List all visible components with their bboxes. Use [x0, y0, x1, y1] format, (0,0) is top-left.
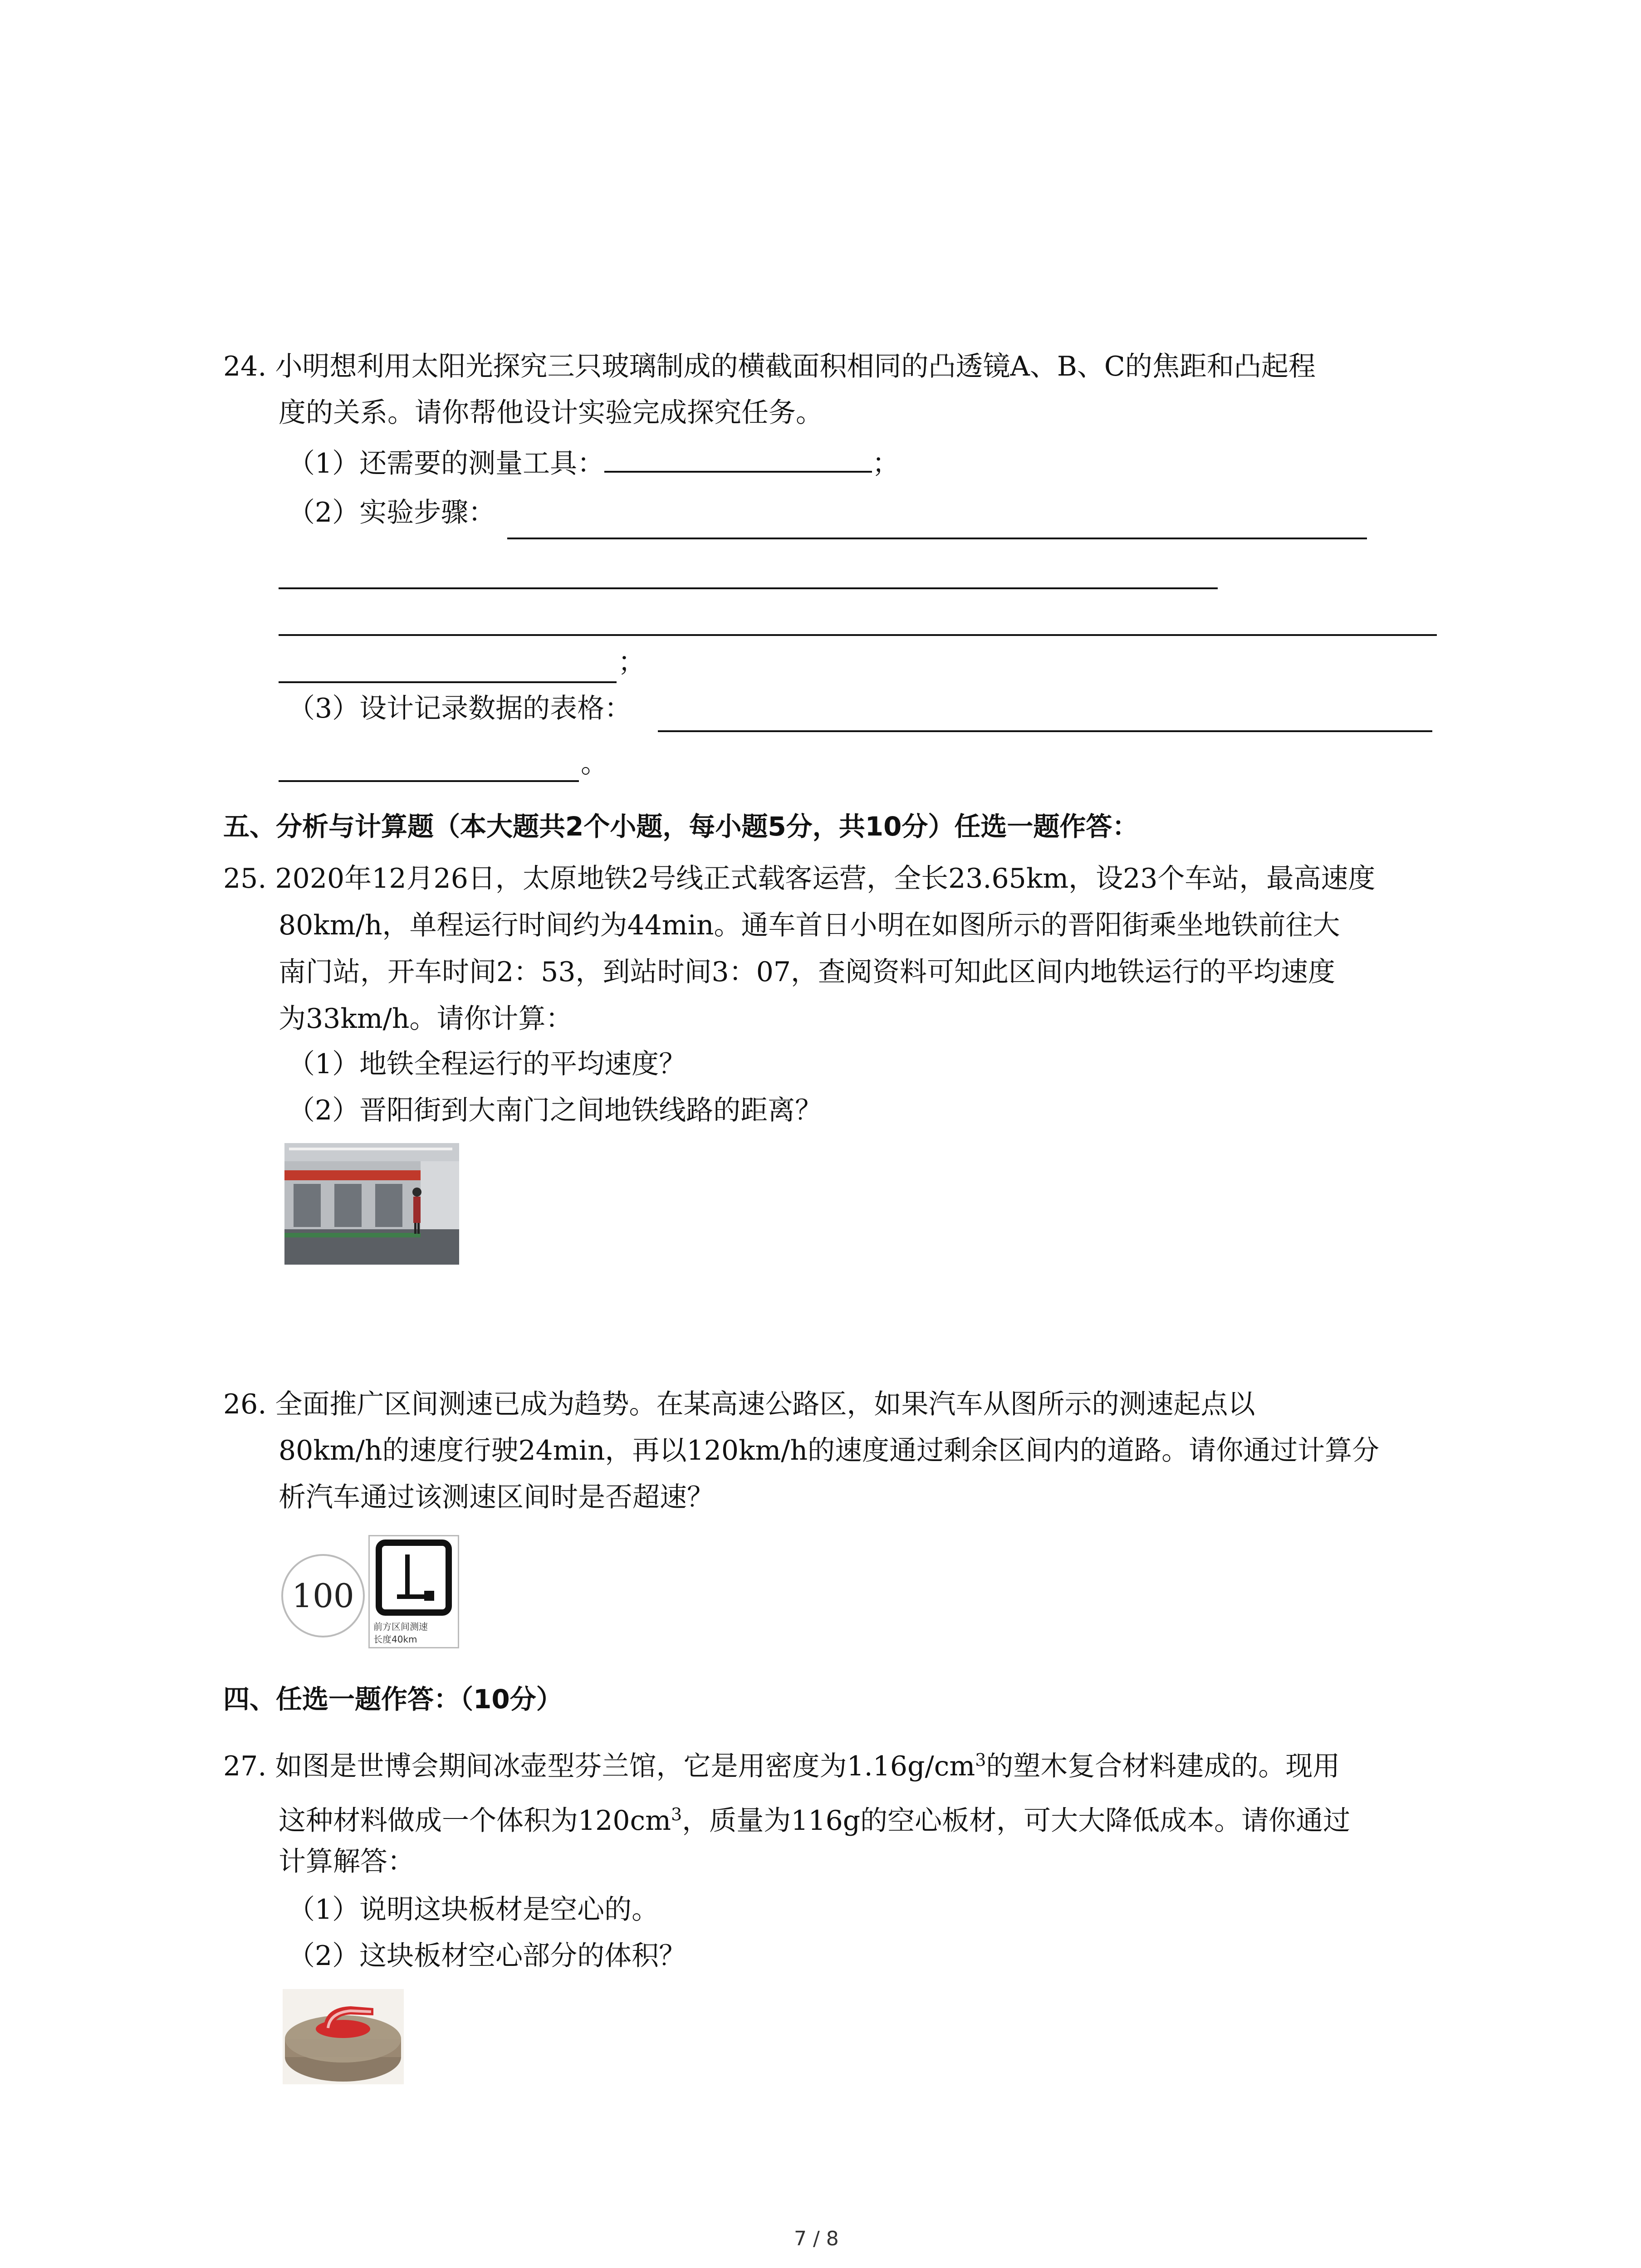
q25-text-line2: 80km/h，单程运行时间约为44min。通车首日小明在如图所示的晋阳街乘坐地铁前往大	[279, 909, 1340, 941]
q27-part1: （1）说明这块板材是空心的。	[288, 1894, 659, 1926]
q24-part1-answer-blank[interactable]	[604, 447, 872, 473]
q24-part2-end: ；	[618, 646, 645, 678]
interval-speed-sign	[368, 1535, 459, 1648]
q24-part3-label: （3）设计记录数据的表格：	[288, 693, 632, 724]
q24-part1-end: ；	[872, 448, 900, 479]
q27-text-line2b: ，质量为116g的空心板材，可大大降低成本。请你通过	[682, 1805, 1351, 1837]
q25-text-line3: 南门站，开车时间2：53，到站时间3：07，查阅资料可知此区间内地铁运行的平均速度	[279, 956, 1336, 988]
interval-sign-caption2: 长度40km	[373, 1634, 417, 1645]
q27-line2	[279, 1796, 1350, 1839]
q26-number: 26.	[223, 1388, 267, 1420]
speed-limit-sign	[281, 1554, 365, 1637]
q24-stem-line1: 小明想利用太阳光探究三只玻璃制成的横截面积相同的凸透镜A、B、C的焦距和凸起程	[275, 351, 1316, 382]
subway-platform-photo	[284, 1143, 459, 1265]
q27-text-line2a: 这种材料做成一个体积为120cm	[279, 1805, 671, 1837]
q24-part2-answer-line4[interactable]	[279, 681, 617, 683]
q26-text-line1: 全面推广区间测速已成为趋势。在某高速公路区，如果汽车从图所示的测速起点以	[275, 1388, 1255, 1420]
section5-heading: 五、分析与计算题（本大题共2个小题，每小题5分，共10分）任选一题作答：	[223, 811, 1139, 842]
q26-text-line2: 80km/h的速度行驶24min，再以120km/h的速度通过剩余区间内的道路。请你通过计算分	[279, 1435, 1380, 1466]
q24-part2-label: （2）实验步骤：	[288, 497, 496, 528]
q24-part1-label: （1）还需要的测量工具：	[288, 448, 605, 479]
page-number: 7 / 8	[794, 2227, 839, 2250]
interval-sign-caption1: 前方区间测速	[373, 1621, 428, 1632]
q24-part3-end: 。	[581, 748, 608, 779]
curling-stone-photo	[283, 1989, 404, 2084]
q25-text-line4: 为33km/h。请你计算：	[279, 1003, 573, 1035]
q25-number: 25.	[223, 863, 267, 894]
q27-line1-superscript: 3	[975, 1750, 986, 1770]
q27-line2-superscript: 3	[671, 1804, 682, 1824]
q24-part3-answer-line1[interactable]	[658, 730, 1432, 732]
q24-part2-answer-line3[interactable]	[279, 634, 1437, 636]
q24-part3	[288, 690, 632, 727]
q25-part2: （2）晋阳街到大南门之间地铁线路的距离？	[288, 1095, 823, 1126]
q24-line1	[223, 348, 1316, 385]
speed-limit-value: 100	[292, 1577, 354, 1615]
q24-part1	[288, 445, 899, 482]
speed-camera-icon	[370, 1536, 458, 1623]
q27-text-line3: 计算解答：	[279, 1846, 415, 1877]
q25-line1	[223, 860, 1375, 897]
q24-number: 24.	[223, 351, 267, 382]
q26-text-line3: 析汽车通过该测速区间时是否超速？	[279, 1481, 714, 1513]
q27-number: 27.	[223, 1750, 267, 1782]
q27-part2: （2）这块板材空心部分的体积？	[288, 1940, 686, 1972]
q27-line1	[223, 1742, 1340, 1784]
q24-part2-answer-line2[interactable]	[279, 587, 1218, 589]
q24-part2	[288, 494, 495, 531]
q26-line1	[223, 1386, 1255, 1422]
section4-heading: 四、任选一题作答：（10分）	[223, 1684, 563, 1715]
q25-text-line1: 2020年12月26日，太原地铁2号线正式载客运营，全长23.65km，设23个车站，最高速度	[275, 863, 1376, 894]
q24-stem-line2: 度的关系。请你帮他设计实验完成探究任务。	[279, 397, 823, 429]
q27-text-line1a: 如图是世博会期间冰壶型芬兰馆，它是用密度为1.16g/cm	[275, 1750, 975, 1782]
q24-part2-answer-line1[interactable]	[507, 538, 1367, 539]
q24-part3-answer-line2[interactable]	[279, 780, 579, 782]
q27-text-line1b: 的塑木复合材料建成的。现用	[986, 1750, 1340, 1782]
q25-part1: （1）地铁全程运行的平均速度？	[288, 1048, 686, 1080]
